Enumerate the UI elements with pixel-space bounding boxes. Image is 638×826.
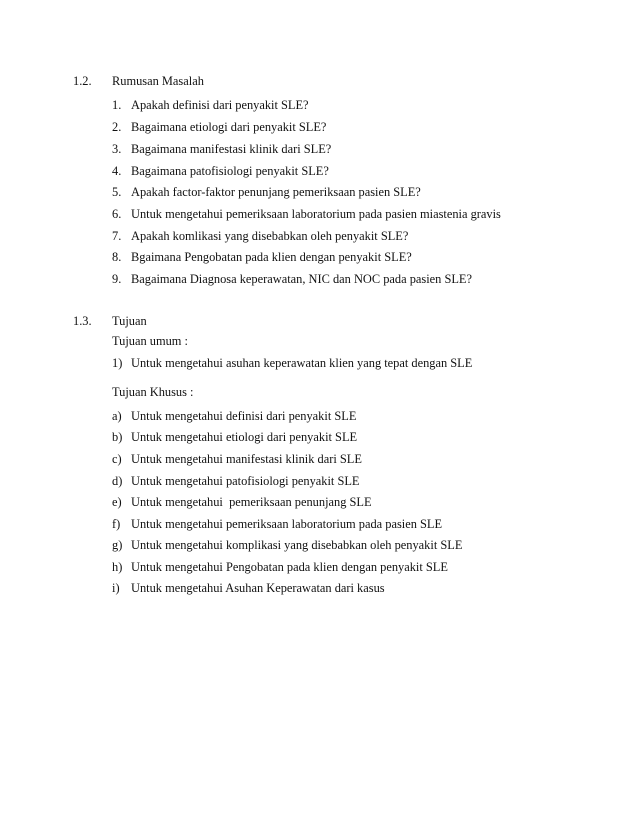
list-item-text: Untuk mengetahui patofisiologi penyakit SLE (131, 474, 360, 488)
list-item (112, 560, 448, 575)
list-item-text: Untuk mengetahui Asuhan Keperawatan dari kasus (131, 581, 385, 595)
list-marker: i) (112, 581, 120, 595)
list-item-text: Untuk mengetahui pemeriksaan laboratorium pada pasien SLE (131, 517, 443, 531)
list-item-text: Untuk mengetahui etiologi dari penyakit SLE (131, 430, 358, 444)
list-item (112, 142, 331, 157)
section-number: 1.2. (73, 74, 92, 88)
list-item (112, 164, 329, 179)
list-marker: h) (112, 560, 123, 574)
list-item-text: Bagaimana patofisiologi penyakit SLE? (131, 164, 329, 178)
list-item (112, 538, 462, 553)
list-item (112, 98, 309, 113)
list-item (112, 250, 412, 265)
list-marker: g) (112, 538, 123, 552)
list-item-text: Bagaimana manifestasi klinik dari SLE? (131, 142, 332, 156)
list-item-text: Untuk mengetahui komplikasi yang disebabkan oleh penyakit SLE (131, 538, 463, 552)
list-item (112, 185, 421, 200)
list-item (112, 229, 408, 244)
section-title: Rumusan Masalah (112, 74, 204, 88)
list-item-text: Untuk mengetahui definisi dari penyakit SLE (131, 409, 357, 423)
list-item (112, 409, 356, 424)
list-item (112, 430, 357, 445)
list-marker: a) (112, 409, 122, 423)
list-item (112, 495, 372, 510)
list-item-text: Untuk mengetahui pemeriksaan penunjang SLE (131, 495, 372, 509)
list-item-text: Apakah factor-faktor penunjang pemeriksaan pasien SLE? (131, 185, 421, 199)
list-marker: 8. (112, 250, 122, 264)
list-marker: 1. (112, 98, 122, 112)
list-marker: c) (112, 452, 122, 466)
list-item-text: Bagaimana Diagnosa keperawatan, NIC dan NOC pada pasien SLE? (131, 272, 472, 286)
list-item (112, 272, 472, 287)
list-marker: 7. (112, 229, 122, 243)
list-item (112, 207, 501, 222)
list-item-text: Untuk mengetahui pemeriksaan laboratorium pada pasien miastenia gravis (131, 207, 501, 221)
list-item (112, 474, 360, 489)
list-marker: e) (112, 495, 122, 509)
list-marker: b) (112, 430, 123, 444)
list-item (112, 581, 385, 596)
list-marker: 2. (112, 120, 122, 134)
list-item-text: Untuk mengetahui Pengobatan pada klien dengan penyakit SLE (131, 560, 448, 574)
subheading-tujuan-umum: Tujuan umum : (112, 334, 188, 348)
list-marker: 9. (112, 272, 122, 286)
list-marker: 3. (112, 142, 122, 156)
list-marker: d) (112, 474, 123, 488)
section-title: Tujuan (112, 314, 147, 328)
list-item-text: Untuk mengetahui manifestasi klinik dari SLE (131, 452, 362, 466)
list-item (112, 356, 472, 371)
list-item-text: Bgaimana Pengobatan pada klien dengan penyakit SLE? (131, 250, 412, 264)
list-marker: 6. (112, 207, 122, 221)
list-marker: 5. (112, 185, 122, 199)
list-item-text: Apakah definisi dari penyakit SLE? (131, 98, 309, 112)
list-item-text: Apakah komlikasi yang disebabkan oleh penyakit SLE? (131, 229, 409, 243)
list-item (112, 517, 442, 532)
list-item-text: Untuk mengetahui asuhan keperawatan klien yang tepat dengan SLE (131, 356, 473, 370)
list-item (112, 452, 362, 467)
list-marker: 4. (112, 164, 122, 178)
subheading-tujuan-khusus: Tujuan Khusus : (112, 385, 194, 399)
list-marker: 1) (112, 356, 123, 370)
list-item (112, 120, 326, 135)
list-marker: f) (112, 517, 121, 531)
list-item-text: Bagaimana etiologi dari penyakit SLE? (131, 120, 327, 134)
section-number: 1.3. (73, 314, 92, 328)
